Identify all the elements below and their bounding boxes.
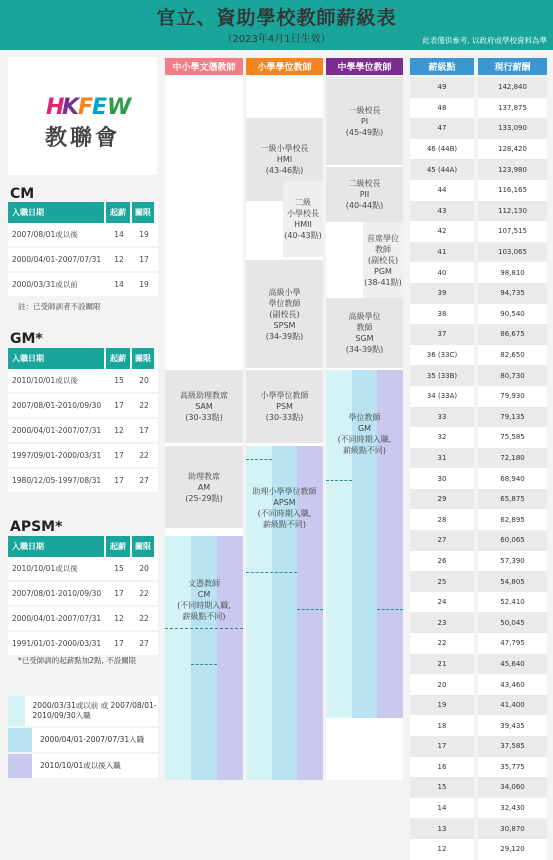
salary-row [410, 201, 547, 222]
salary-point: 17 [410, 736, 474, 757]
salary-row [410, 757, 547, 778]
monthly-salary: 39,435 [478, 715, 547, 736]
salary-row [410, 468, 547, 489]
salary-row [410, 674, 547, 695]
cm-entry-table [8, 202, 158, 298]
bar-divider [246, 572, 297, 573]
salary-row [410, 551, 547, 572]
rank-sam: 高級助理教席 SAM (30-33點) [165, 370, 243, 443]
salary-point: 14 [410, 798, 474, 819]
salary-row [410, 818, 547, 839]
table-row: 1991/01/01-2000/03/31 17 27 [8, 632, 158, 657]
logo-letter: F [78, 95, 94, 120]
salary-point: 30 [410, 468, 474, 489]
monthly-salary: 34,060 [478, 777, 547, 798]
apsm-entry-table [8, 536, 158, 657]
legend-item: 2000/04/01-2007/07/31入職 [8, 728, 158, 752]
page-title: 官立、資助學校教師薪級表 [156, 7, 397, 29]
table-row: 2000/04/01-2007/07/31 12 22 [8, 607, 158, 632]
monthly-salary: 75,585 [478, 427, 547, 448]
salary-row [410, 695, 547, 716]
table-row: 2010/10/01或以後 15 20 [8, 557, 158, 582]
bar-divider [165, 628, 243, 629]
monthly-salary: 94,735 [478, 283, 547, 304]
salary-row [410, 324, 547, 345]
salary-row [410, 77, 547, 98]
monthly-salary: 68,940 [478, 468, 547, 489]
salary-point: 26 [410, 551, 474, 572]
table-row: 2000/04/01-2007/07/31 12 17 [8, 248, 158, 273]
monthly-salary: 98,810 [478, 262, 547, 283]
salary-row [410, 530, 547, 551]
column-header-salary: 現行薪酬 [478, 58, 547, 75]
salary-row [410, 489, 547, 510]
salary-row [410, 118, 547, 139]
salary-row [410, 98, 547, 119]
salary-point: 48 [410, 98, 474, 119]
monthly-salary: 128,420 [478, 139, 547, 160]
monthly-salary: 35,775 [478, 757, 547, 778]
bar-divider [326, 480, 352, 481]
monthly-salary: 65,875 [478, 489, 547, 510]
legend-item: 2000/03/31或以前 或 2007/08/01-2010/09/30入職 [8, 696, 158, 726]
legend-item: 2010/10/01或以後入職 [8, 754, 158, 778]
monthly-salary: 116,165 [478, 180, 547, 201]
salary-point: 19 [410, 695, 474, 716]
salary-row [410, 262, 547, 283]
salary-point: 41 [410, 242, 474, 263]
cm-note: 註：已受師訓者不設關限 [18, 302, 101, 311]
monthly-salary: 41,400 [478, 695, 547, 716]
monthly-salary: 79,930 [478, 386, 547, 407]
rank-cm: 文憑教師 CM (不同時期入職, 薪級點不同) [177, 579, 231, 621]
bar-divider [191, 664, 217, 665]
salary-point: 46 (44B) [410, 139, 474, 160]
salary-row [410, 654, 547, 675]
monthly-salary: 54,805 [478, 571, 547, 592]
salary-row [410, 448, 547, 469]
header-entry-date: 入職日期 [8, 202, 106, 223]
table-row: 2007/08/01-2010/09/30 17 22 [8, 394, 158, 419]
salary-point: 36 (33C) [410, 345, 474, 366]
salary-point: 29 [410, 489, 474, 510]
legend-swatch [8, 728, 32, 752]
cm-bar-pre2000 [165, 536, 191, 780]
salary-point: 15 [410, 777, 474, 798]
salary-point: 12 [410, 839, 474, 860]
gm-section-title: GM* [10, 331, 43, 347]
monthly-salary: 50,045 [478, 612, 547, 633]
table-header [8, 202, 158, 223]
salary-row [410, 571, 547, 592]
monthly-salary: 82,650 [478, 345, 547, 366]
salary-point: 23 [410, 612, 474, 633]
rank-gm: 學位教師 GM (不同時期入職, 薪級點不同) [337, 413, 392, 455]
monthly-salary: 37,585 [478, 736, 547, 757]
salary-point: 22 [410, 633, 474, 654]
salary-row [410, 180, 547, 201]
cm-bar-post2010 [217, 536, 243, 780]
table-row: 2010/10/01或以後 15 20 [8, 369, 158, 394]
salary-point: 25 [410, 571, 474, 592]
salary-point: 33 [410, 407, 474, 428]
salary-row [410, 736, 547, 757]
legend [8, 696, 158, 778]
column-header-salary-point: 薪級點 [410, 58, 474, 75]
table-header: 入職日期 起薪 關限 [8, 536, 158, 557]
table-header: 入職日期 起薪 關限 [8, 348, 158, 369]
column-header-primary-graduate: 小學學位教師 [246, 58, 323, 75]
salary-row [410, 592, 547, 613]
disclaimer-note: 此表僅供參考, 以政府或學校資料為準 [422, 36, 547, 45]
rank-psm: 小學學位教師 PSM (30-33點) [246, 370, 323, 443]
salary-point: 34 (33A) [410, 386, 474, 407]
logo-letter: K [62, 95, 80, 120]
monthly-salary: 47,795 [478, 633, 547, 654]
column-header-secondary-graduate: 中學學位教師 [326, 58, 403, 75]
monthly-salary: 52,410 [478, 592, 547, 613]
salary-point: 16 [410, 757, 474, 778]
legend-swatch [8, 754, 32, 778]
salary-point: 40 [410, 262, 474, 283]
salary-point: 47 [410, 118, 474, 139]
header-bar-point: 關限 [132, 202, 156, 223]
rank-pgm: 首席學位 教師 (副校長) PGM (38-41點) [363, 222, 403, 298]
salary-point: 13 [410, 818, 474, 839]
monthly-salary: 79,135 [478, 407, 547, 428]
salary-row [410, 633, 547, 654]
bar-divider [297, 609, 323, 610]
cm-bar-2000-2007 [191, 536, 217, 780]
rank-apsm: 助理小學學位教師 APSM (不同時期入職, 薪級點不同) [252, 487, 317, 529]
monthly-salary: 32,430 [478, 798, 547, 819]
salary-row [410, 509, 547, 530]
salary-point: 45 (44A) [410, 159, 474, 180]
salary-point: 38 [410, 304, 474, 325]
apsm-section-title: APSM* [10, 519, 63, 535]
salary-row [410, 798, 547, 819]
cm-section-title: CM [10, 186, 35, 202]
monthly-salary: 107,515 [478, 221, 547, 242]
salary-row [410, 386, 547, 407]
salary-point: 42 [410, 221, 474, 242]
monthly-salary: 57,390 [478, 551, 547, 572]
salary-row [410, 407, 547, 428]
salary-point: 18 [410, 715, 474, 736]
salary-row [410, 365, 547, 386]
bar-divider [246, 459, 272, 460]
salary-row [410, 839, 547, 860]
salary-row [410, 715, 547, 736]
salary-row [410, 221, 547, 242]
salary-point: 32 [410, 427, 474, 448]
monthly-salary: 30,870 [478, 818, 547, 839]
salary-point: 37 [410, 324, 474, 345]
salary-row [410, 283, 547, 304]
monthly-salary: 103,065 [478, 242, 547, 263]
monthly-salary: 90,540 [478, 304, 547, 325]
rank-hmii: 二級 小學校長 HMII (40-43點) [283, 181, 323, 257]
monthly-salary: 29,120 [478, 839, 547, 860]
gm-entry-table [8, 348, 158, 494]
salary-point: 43 [410, 201, 474, 222]
effective-date: （2023年4月1日生效） [222, 34, 331, 45]
rank-pii: 二級校長 PII (40-44點) [326, 167, 403, 222]
monthly-salary: 86,675 [478, 324, 547, 345]
salary-row [410, 139, 547, 160]
salary-point: 44 [410, 180, 474, 201]
column-header-cm: 中小學文憑教師 [165, 58, 243, 75]
rank-spsm: 高級小學 學位教師 (副校長) SPSM (34-39點) [246, 260, 323, 368]
monthly-salary: 80,730 [478, 365, 547, 386]
salary-point: 49 [410, 77, 474, 98]
table-row: 1980/12/05-1997/08/31 17 27 [8, 469, 158, 494]
monthly-salary: 142,840 [478, 77, 547, 98]
monthly-salary: 133,090 [478, 118, 547, 139]
salary-point: 39 [410, 283, 474, 304]
salary-scale-table [410, 77, 547, 860]
legend-swatch [8, 696, 25, 726]
table-row: 1997/09/01-2000/03/31 17 22 [8, 444, 158, 469]
table-row: 2000/03/31或以前 14 19 [8, 273, 158, 298]
monthly-salary: 137,875 [478, 98, 547, 119]
salary-point: 27 [410, 530, 474, 551]
salary-point: 28 [410, 509, 474, 530]
logo-letter: E [92, 95, 108, 120]
monthly-salary: 123,980 [478, 159, 547, 180]
monthly-salary: 45,640 [478, 654, 547, 675]
monthly-salary: 43,460 [478, 674, 547, 695]
monthly-salary: 72,180 [478, 448, 547, 469]
salary-row [410, 427, 547, 448]
monthly-salary: 112,130 [478, 201, 547, 222]
table-row: 2000/04/01-2007/07/31 12 17 [8, 419, 158, 444]
bar-divider [377, 609, 403, 610]
logo-letter: W [107, 95, 132, 120]
monthly-salary: 60,065 [478, 530, 547, 551]
salary-point: 24 [410, 592, 474, 613]
salary-row [410, 345, 547, 366]
salary-row [410, 242, 547, 263]
rank-pi: 一級校長 PI (45-49點) [326, 77, 403, 165]
salary-point: 20 [410, 674, 474, 695]
header-start-point: 起薪 [106, 202, 132, 223]
salary-row [410, 304, 547, 325]
salary-row [410, 777, 547, 798]
logo [8, 57, 157, 175]
logo-chinese-name: 教聯會 [44, 126, 120, 151]
salary-point: 35 (33B) [410, 365, 474, 386]
salary-row [410, 612, 547, 633]
table-row: 2007/08/01或以後 14 19 [8, 223, 158, 248]
table-row: 2007/08/01-2010/09/30 17 22 [8, 582, 158, 607]
apsm-note: *已受師訓的起薪點加2點, 不設關限 [18, 656, 137, 665]
rank-sgm: 高級學位 教師 SGM (34-39點) [326, 298, 403, 368]
rank-hmi: 一級小學校長 HMI (43-46點) [246, 118, 323, 201]
salary-point: 31 [410, 448, 474, 469]
logo-letter: H [46, 95, 65, 120]
salary-row [410, 159, 547, 180]
rank-am: 助理教席 AM (25-29點) [165, 446, 243, 528]
monthly-salary: 62,895 [478, 509, 547, 530]
salary-point: 21 [410, 654, 474, 675]
